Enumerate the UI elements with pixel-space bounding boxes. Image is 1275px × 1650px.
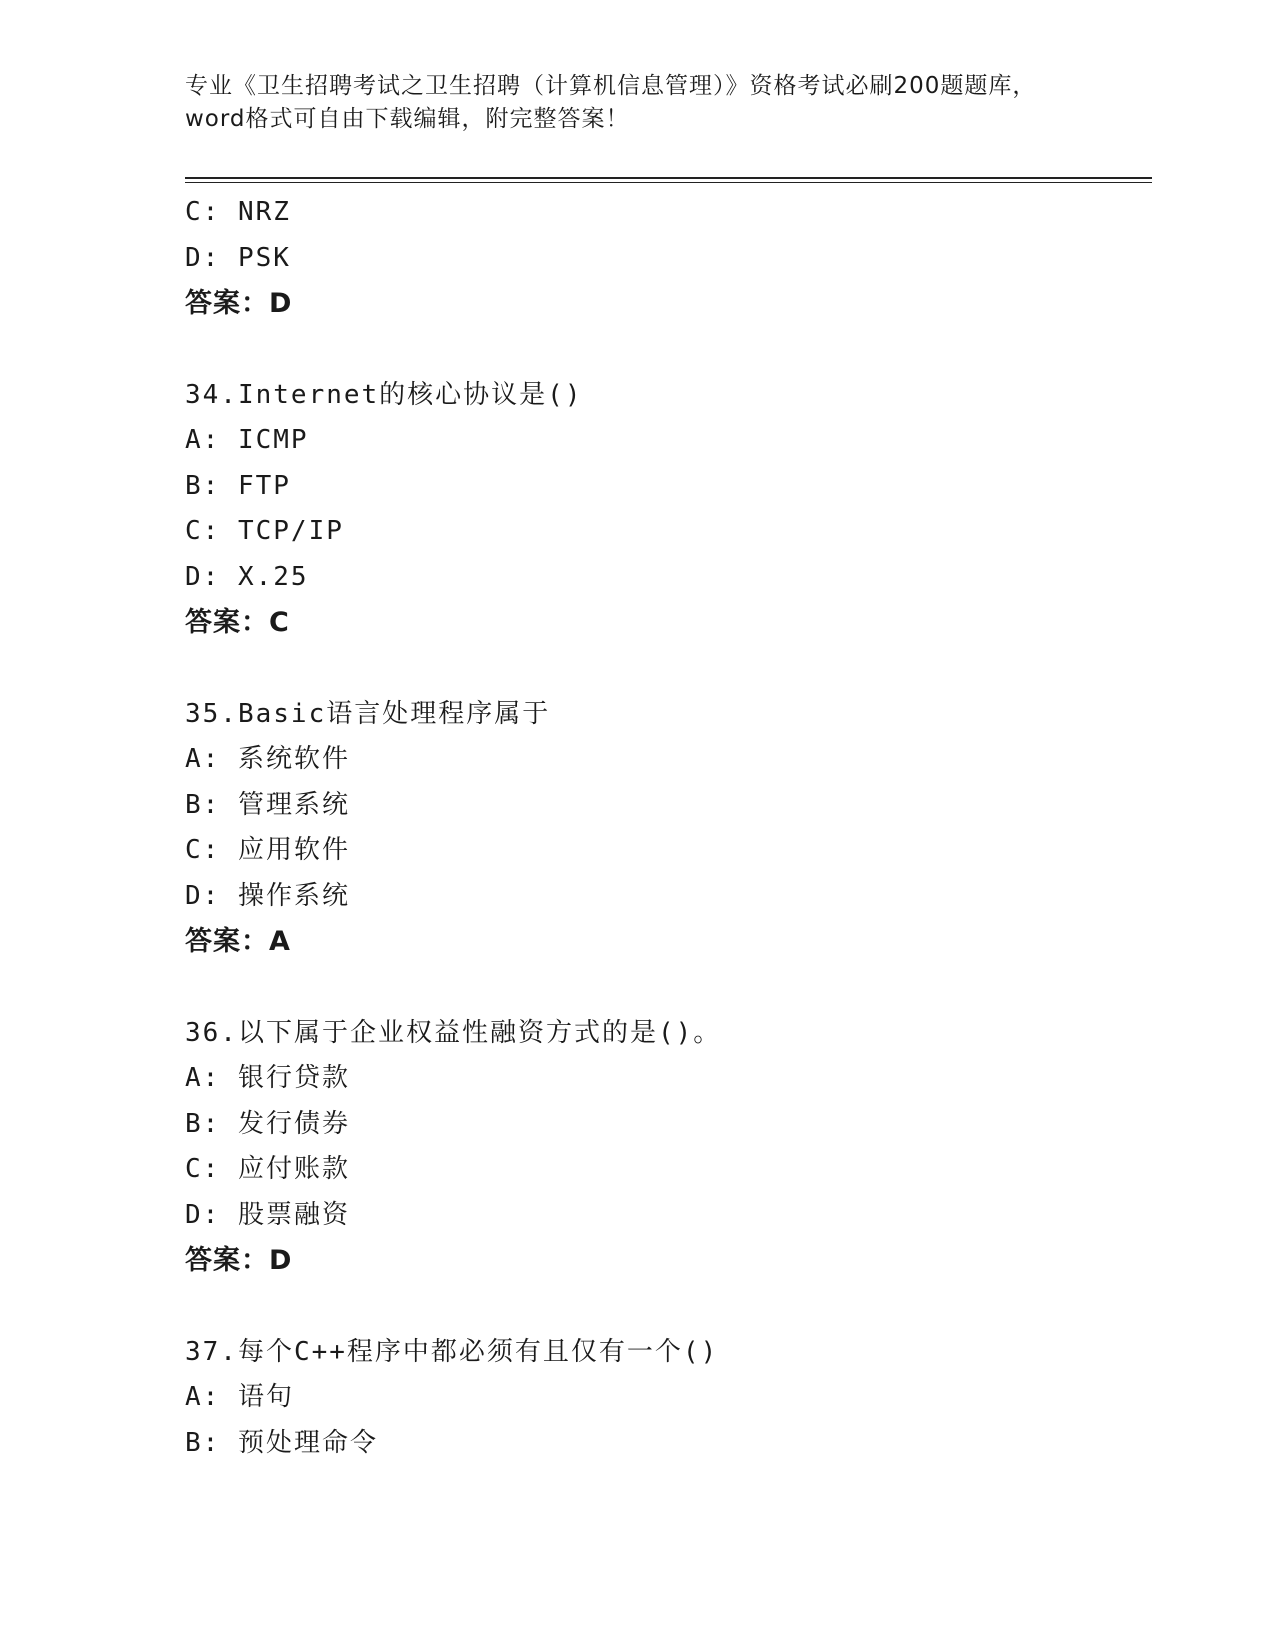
answer-line: 答案：A: [185, 926, 291, 957]
spacer: [185, 1284, 1145, 1330]
option-a: A: ICMP: [185, 425, 309, 455]
document-header: [185, 70, 1085, 136]
spacer: [185, 327, 1145, 373]
question-block-37: [185, 1330, 1145, 1467]
option-a: A: 银行贷款: [185, 1063, 350, 1093]
question-stem: 37.每个C++程序中都必须有且仅有一个(): [185, 1336, 719, 1367]
question-block-33-partial: [185, 190, 1145, 327]
answer-line: 答案：D: [185, 1245, 293, 1276]
option-b: B: 预处理命令: [185, 1427, 378, 1458]
header-divider-thick: [185, 177, 1152, 179]
option-b: B: 管理系统: [185, 789, 350, 820]
option-d: D: PSK: [185, 242, 291, 273]
option-c: C: TCP/IP: [185, 516, 344, 546]
question-list: [185, 190, 1145, 1466]
answer-line: 答案：D: [185, 288, 293, 319]
question-stem: 35.Basic语言处理程序属于: [185, 698, 551, 729]
question-stem: 34.Internet的核心协议是(): [185, 379, 583, 410]
spacer: [185, 965, 1145, 1011]
option-b: B: 发行债券: [185, 1108, 350, 1139]
option-a: A: 语句: [185, 1382, 294, 1412]
option-c: C: 应用软件: [185, 835, 350, 865]
question-stem: 36.以下属于企业权益性融资方式的是()。: [185, 1017, 722, 1048]
header-title-line-1: 专业《卫生招聘考试之卫生招聘（计算机信息管理）》资格考试必刷200题题库，: [185, 73, 1037, 99]
question-block-36: [185, 1011, 1145, 1284]
option-c: C: 应付账款: [185, 1154, 350, 1184]
option-d: D: X.25: [185, 561, 309, 592]
option-d: D: 股票融资: [185, 1199, 350, 1230]
option-b: B: FTP: [185, 470, 291, 501]
spacer: [185, 646, 1145, 692]
option-c: C: NRZ: [185, 197, 291, 227]
option-a: A: 系统软件: [185, 744, 350, 774]
header-title-line-2: word格式可自由下载编辑，附完整答案！: [185, 106, 630, 132]
answer-line: 答案：C: [185, 607, 290, 638]
header-divider-thin: [185, 182, 1152, 183]
option-d: D: 操作系统: [185, 880, 350, 911]
question-block-35: [185, 692, 1145, 965]
question-block-34: [185, 373, 1145, 646]
